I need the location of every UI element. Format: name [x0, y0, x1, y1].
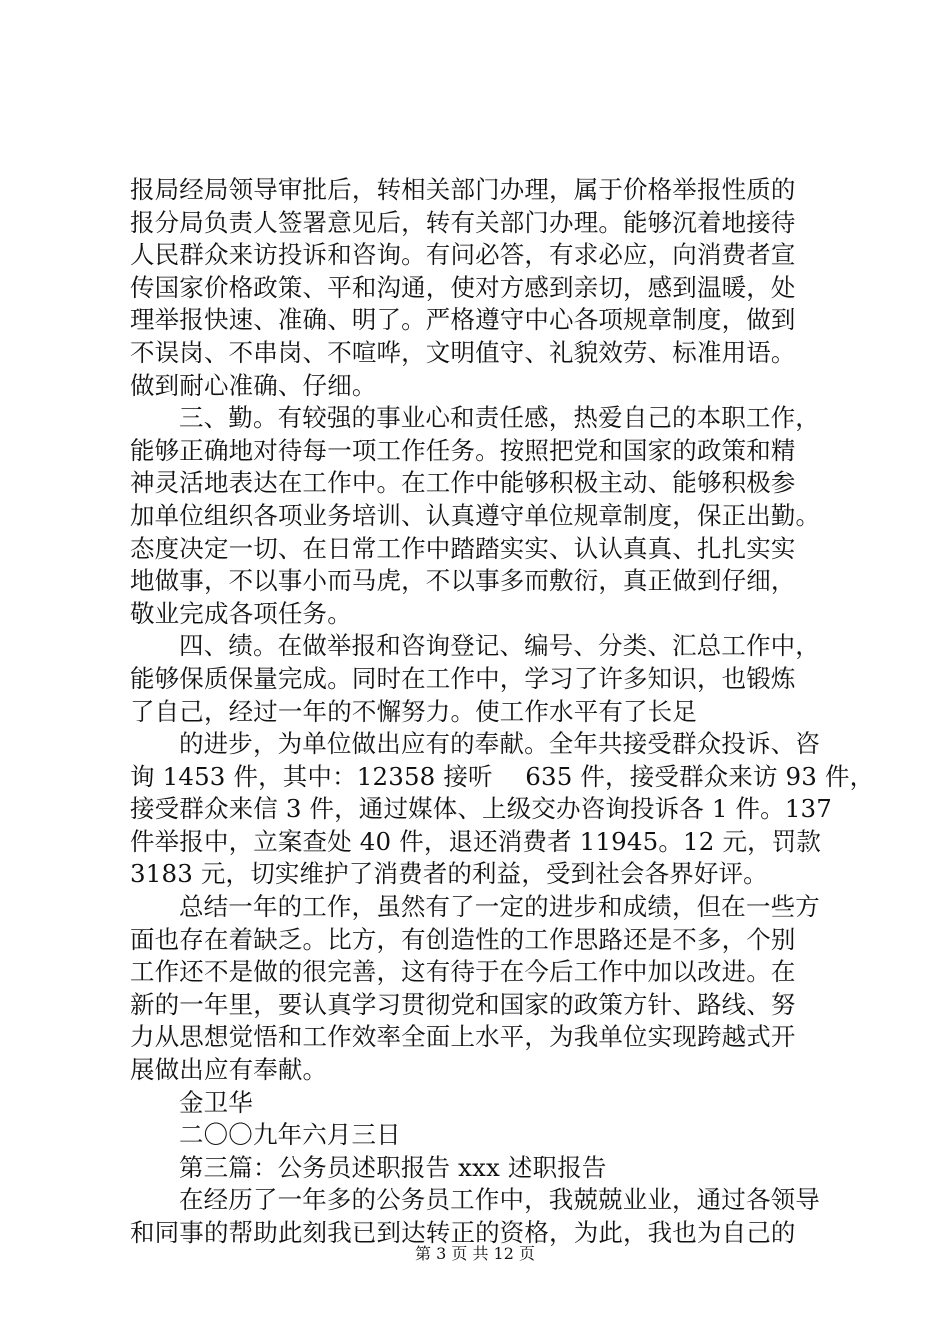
text-line: 人民群众来访投诉和咨询。有问必答，有求必应，向消费者宣 [130, 240, 796, 270]
text-line: 3183 元，切实维护了消费者的利益，受到社会各界好评。 [130, 859, 768, 889]
signature-date: 二〇〇九年六月三日 [179, 1120, 401, 1150]
text-line: 了自己，经过一年的不懈努力。使工作水平有了长足 [130, 696, 697, 726]
text-line: 力从思想觉悟和工作效率全面上水平，为我单位实现跨越式开 [130, 1022, 796, 1052]
text-line: 地做事，不以事小而马虎，不以事多而敷衍，真正做到仔细， [130, 566, 796, 596]
text-line: 能够正确地对待每一项工作任务。按照把党和国家的政策和精 [130, 435, 796, 465]
text-line: 加单位组织各项业务培训、认真遵守单位规章制度，保正出勤。 [130, 500, 821, 530]
paragraph-start-line: 的进步，为单位做出应有的奉献。全年共接受群众投诉、咨 [179, 729, 820, 759]
paragraph-start-line: 三、勤。有较强的事业心和责任感，热爱自己的本职工作， [179, 403, 820, 433]
text-line: 不误岗、不串岗、不喧哗，文明值守、礼貌效劳、标准用语。 [130, 337, 796, 367]
text-line: 态度决定一切、在日常工作中踏踏实实、认认真真、扎扎实实 [130, 533, 796, 563]
section-heading: 第三篇：公务员述职报告 xxx 述职报告 [179, 1152, 607, 1182]
text-line: 和同事的帮助此刻我已到达转正的资格，为此，我也为自己的 [130, 1218, 796, 1247]
text-line: 面也存在着缺乏。比方，有创造性的工作思路还是不多，个别 [130, 924, 796, 954]
text-line: 理举报快速、准确、明了。严格遵守中心各项规章制度，做到 [130, 305, 796, 335]
text-line: 神灵活地表达在工作中。在工作中能够积极主动、能够积极参 [130, 468, 796, 498]
text-line: 敬业完成各项任务。 [130, 598, 352, 628]
body-text [130, 174, 875, 1250]
text-line: 做到耐心准确、仔细。 [130, 370, 377, 400]
text-line: 报局经局领导审批后，转相关部门办理，属于价格举报性质的 [130, 175, 796, 204]
paragraph-start-line: 在经历了一年多的公务员工作中，我兢兢业业，通过各领导 [179, 1185, 820, 1215]
text-line: 件举报中，立案查处 40 件，退还消费者 11945。12 元，罚款 [130, 826, 822, 856]
text-line: 能够保质保量完成。同时在工作中，学习了许多知识，也锻炼 [130, 663, 796, 693]
page-number-footer: 第 3 页 共 12 页 [415, 1244, 535, 1263]
paragraph-start-line: 总结一年的工作，虽然有了一定的进步和成绩，但在一些方 [179, 892, 820, 922]
text-line: 接受群众来信 3 件，通过媒体、上级交办咨询投诉各 1 件。137 [130, 794, 833, 824]
text-line: 工作还不是做的很完善，这有待于在今后工作中加以改进。在 [130, 957, 796, 987]
text-line: 传国家价格政策、平和沟通，使对方感到亲切，感到温暖，处 [130, 272, 796, 302]
paragraph-start-line: 四、绩。在做举报和咨询登记、编号、分类、汇总工作中， [179, 631, 820, 661]
text-line: 新的一年里，要认真学习贯彻党和国家的政策方针、路线、努 [130, 989, 796, 1019]
signature-name: 金卫华 [179, 1087, 253, 1117]
text-line: 展做出应有奉献。 [130, 1055, 328, 1085]
text-line: 询 1453 件，其中：12358 接听 635 件，接受群众来访 93 件， [130, 761, 875, 791]
text-line: 报分局负责人签署意见后，转有关部门办理。能够沉着地接待 [130, 207, 796, 237]
